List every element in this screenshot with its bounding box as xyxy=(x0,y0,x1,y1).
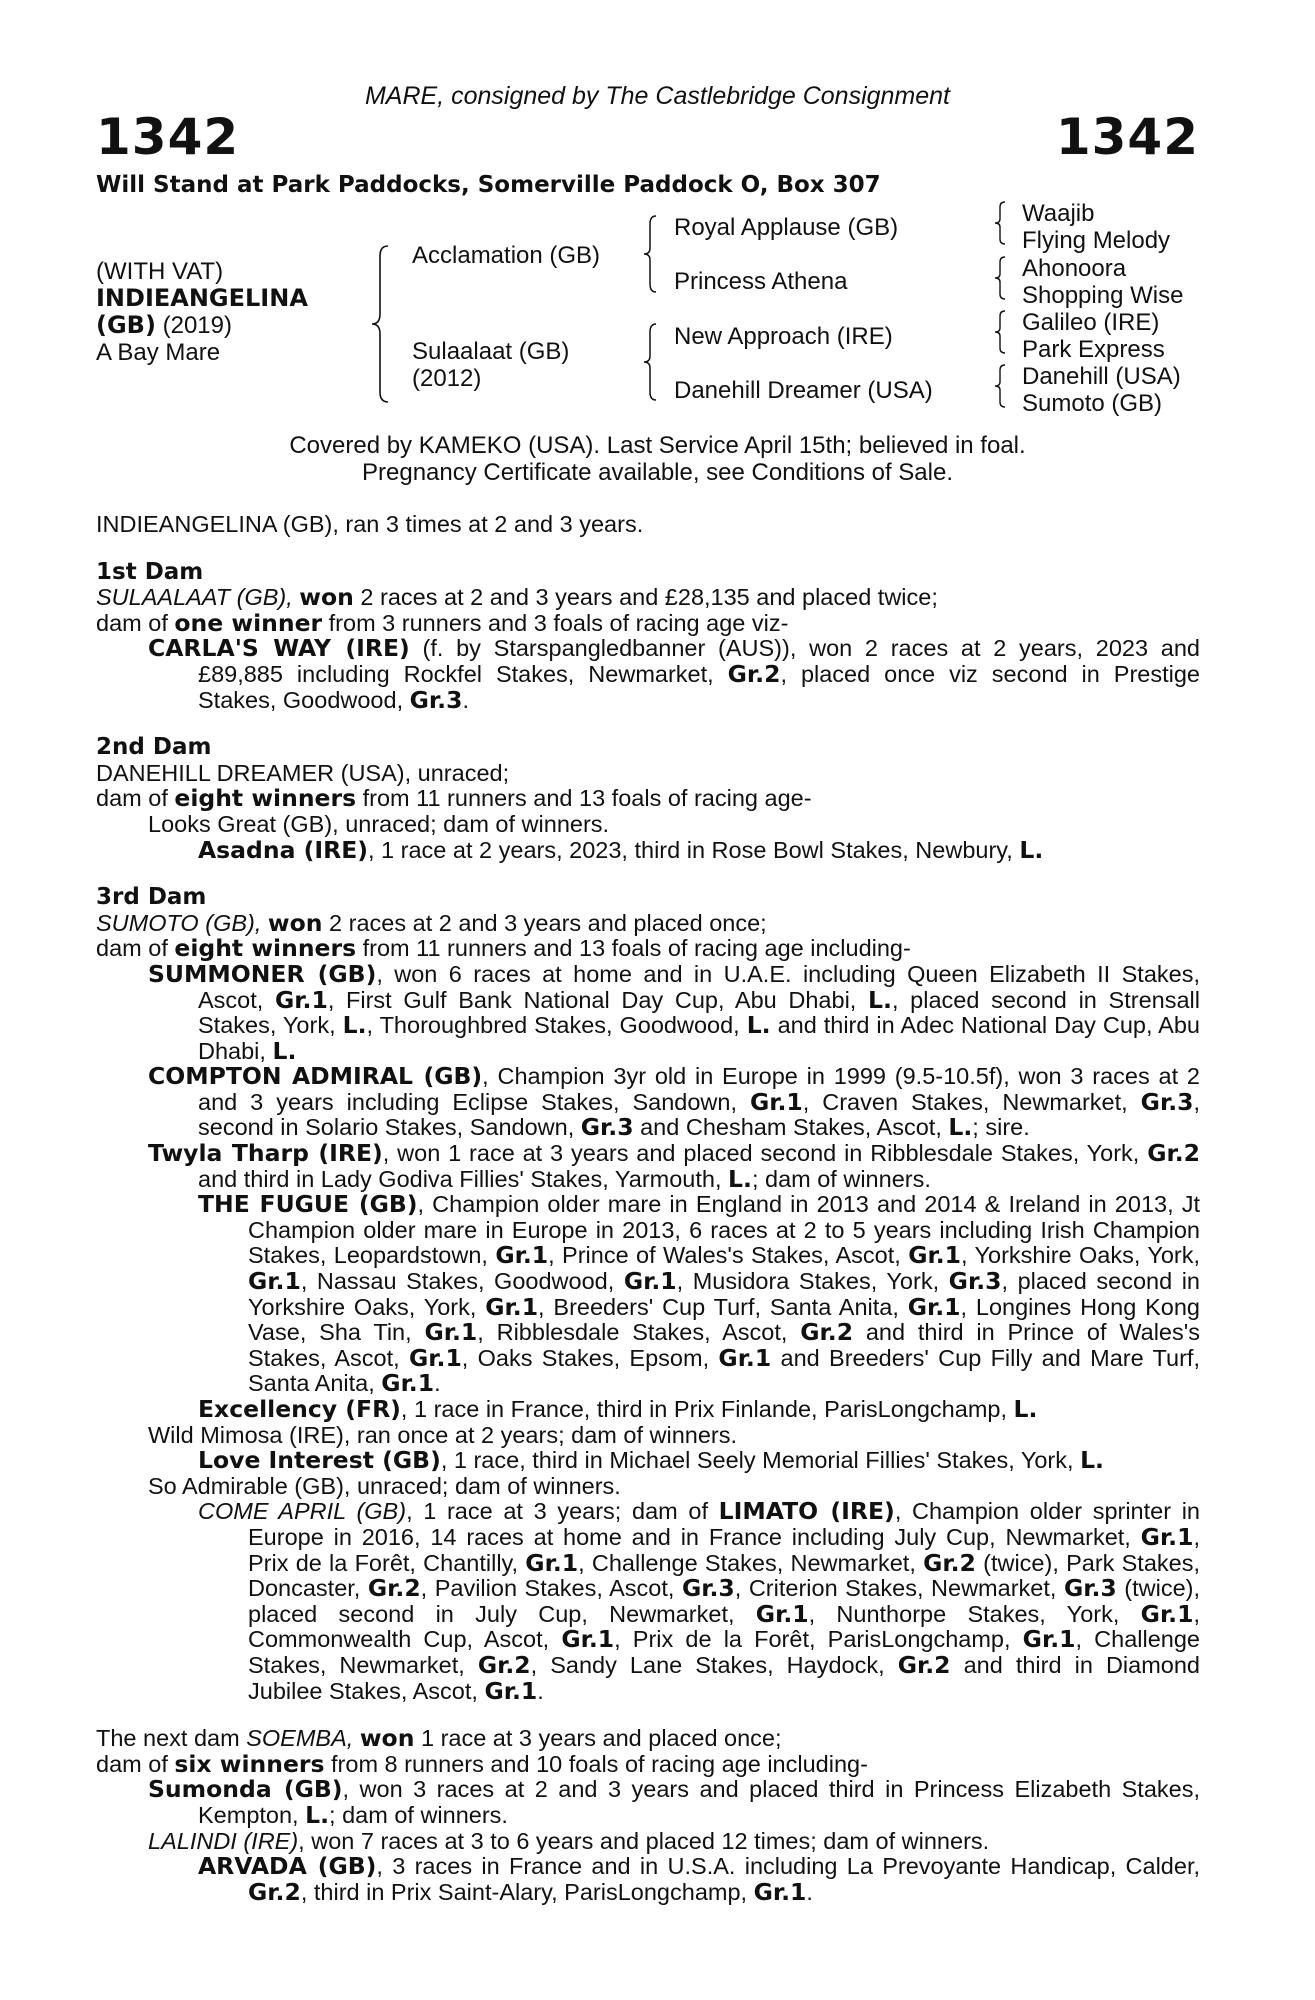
pedigree-g3-3: Ahonoora xyxy=(1022,255,1127,282)
pedigree-dam xyxy=(412,338,569,392)
horse-description: A Bay Mare xyxy=(96,339,221,366)
entry-come-april: COME APRIL (GB), 1 race at 3 years; dam of LIMATO (IRE), Champion older sprinter in Europe in 2016, 14 races at home and in France including July Cup, Newmarket, Gr.1, Prix de la Forêt, Chantilly, Gr.1, Challenge Stakes, Newmarket, Gr.2 (twice), Park Stakes, Doncaster, Gr.2, Pavilion Stakes, Ascot, Gr.3, Criterion Stakes, Newmarket, Gr.3 (twice), placed second in July Cup, Newmarket, Gr.1, Nunthorpe Stakes, York, Gr.1, Commonwealth Cup, Ascot, Gr.1, Prix de la Forêt, ParisLongchamp, Gr.1, Challenge Stakes, Newmarket, Gr.2, Sandy Lane Stakes, Haydock, Gr.2 and third in Diamond Jubilee Stakes, Ascot, Gr.1. xyxy=(198,1497,1201,1705)
third-dam-heading: 3rd Dam xyxy=(96,884,207,911)
pedigree-brace-main xyxy=(368,244,392,404)
pedigree-g2-4: Danehill Dreamer (USA) xyxy=(674,377,933,404)
second-dam-heading: 2nd Dam xyxy=(96,734,212,761)
horse-country: (GB) xyxy=(96,311,156,339)
first-dam-produce-line: dam of one winner from 3 runners and 3 foals of racing age viz- xyxy=(96,608,789,637)
entry-summoner: SUMMONER (GB), won 6 races at home and in U.A.E. including Queen Elizabeth II Stakes, Ascot, Gr.1, First Gulf Bank National Day Cup, Abu Dhabi, L., placed second in Strensall Stakes, York, L., Thoroughbred Stakes, Goodwood, L. and third in Adec National Day Cup, Abu Dhabi, L. xyxy=(148,959,1201,1065)
third-dam-line: SUMOTO (GB), won 2 races at 2 and 3 years and placed once; xyxy=(96,908,767,937)
intro-line: INDIEANGELINA (GB), ran 3 times at 2 and 3 years. xyxy=(96,511,644,537)
covered-line-2: Pregnancy Certificate available, see Conditions of Sale. xyxy=(362,459,953,486)
second-dam-line: DANEHILL DREAMER (USA), unraced; xyxy=(96,759,510,786)
entry-lalindi: LALINDI (IRE), won 7 races at 3 to 6 years and placed 12 times; dam of winners. xyxy=(148,1827,990,1854)
entry-sumonda: Sumonda (GB), won 3 races at 2 and 3 years and placed third in Princess Elizabeth Stakes, Kempton, L.; dam of winners. xyxy=(148,1775,1200,1829)
vat-note: (WITH VAT) xyxy=(96,258,224,285)
pedigree-brace-sire xyxy=(640,214,660,294)
pedigree-sire: Acclamation (GB) xyxy=(412,242,601,269)
entry-wild-mimosa: Wild Mimosa (IRE), ran once at 2 years; dam of winners. xyxy=(148,1421,738,1448)
pedigree-g3-4: Shopping Wise xyxy=(1022,282,1184,309)
pedigree-brace-dam xyxy=(640,322,660,402)
pedigree-g2-2: Princess Athena xyxy=(674,268,848,295)
entry-so-admirable: So Admirable (GB), unraced; dam of winners. xyxy=(148,1472,621,1499)
pedigree-brace-g3-2 xyxy=(992,255,1008,301)
second-dam-entry-1: Looks Great (GB), unraced; dam of winners. xyxy=(148,810,610,837)
next-dam-line: The next dam SOEMBA, won 1 race at 3 years and placed once; xyxy=(96,1724,782,1753)
pedigree-dam-year: (2012) xyxy=(412,365,482,392)
covered-notice xyxy=(0,432,1315,486)
horse-name: INDIEANGELINA xyxy=(96,284,308,312)
pedigree-g3-6: Park Express xyxy=(1022,336,1165,363)
entry-love-interest: Love Interest (GB), 1 race, third in Michael Seely Memorial Fillies' Stakes, York, L. xyxy=(198,1446,1104,1475)
pedigree-dam-name: Sulaalaat (GB) xyxy=(412,338,570,365)
first-dam-heading: 1st Dam xyxy=(96,558,204,585)
second-dam-entry-2: Asadna (IRE), 1 race at 2 years, 2023, third in Rose Bowl Stakes, Newbury, L. xyxy=(198,835,1044,864)
pedigree-brace-g3-1 xyxy=(992,200,1008,246)
entry-excellency: Excellency (FR), 1 race in France, third in Prix Finlande, ParisLongchamp, L. xyxy=(198,1395,1038,1423)
pedigree-brace-g3-4 xyxy=(992,363,1008,409)
pedigree-body xyxy=(96,512,1200,1905)
pedigree-subject xyxy=(96,258,308,366)
stabling-location: Will Stand at Park Paddocks, Somerville Paddock O, Box 307 xyxy=(96,172,881,198)
entry-the-fugue: THE FUGUE (GB), Champion older mare in England in 2013 and 2014 & Ireland in 2013, Jt Champion older mare in Europe in 2013, 6 races at 2 to 5 years including Irish Champion Stakes, Leopardstown, Gr.1, Prince of Wales's Stakes, Ascot, Gr.1, Yorkshire Oaks, York, Gr.1, Nassau Stakes, Goodwood, Gr.1, Musidora Stakes, York, Gr.3, placed second in Yorkshire Oaks, York, Gr.1, Breeders' Cup Turf, Santa Anita, Gr.1, Longines Hong Kong Vase, Sha Tin, Gr.1, Ribblesdale Stakes, Ascot, Gr.2 and third in Prince of Wales's Stakes, Ascot, Gr.1, Oaks Stakes, Epsom, Gr.1 and Breeders' Cup Filly and Mare Turf, Santa Anita, Gr.1. xyxy=(198,1190,1201,1398)
first-dam-line: SULAALAAT (GB), won 2 races at 2 and 3 years and £28,135 and placed twice; xyxy=(96,583,938,612)
entry-compton-admiral: COMPTON ADMIRAL (GB), Champion 3yr old in Europe in 1999 (9.5-10.5f), won 3 races at 2 and 3 years including Eclipse Stakes, Sandown, Gr.1, Craven Stakes, Newmarket, Gr.3, second in Solario Stakes, Sandown, Gr.3 and Chesham Stakes, Ascot, L.; sire. xyxy=(148,1062,1201,1142)
pedigree-g3-7: Danehill (USA) xyxy=(1022,363,1181,390)
entry-arvada: ARVADA (GB), 3 races in France and in U.S.A. including La Prevoyante Handicap, Calder, Gr.2, third in Prix Saint-Alary, ParisLongchamp, Gr.1. xyxy=(198,1852,1200,1906)
pedigree-g2-1: Royal Applause (GB) xyxy=(674,214,899,241)
next-dam-produce-line: dam of six winners from 8 runners and 10 foals of racing age including- xyxy=(96,1749,868,1778)
third-dam-produce-line: dam of eight winners from 11 runners and 13 foals of racing age including- xyxy=(96,934,911,963)
pedigree-g3-1: Waajib xyxy=(1022,200,1095,227)
lot-number-left: 1342 xyxy=(96,108,240,166)
second-dam-produce-line: dam of eight winners from 11 runners and 13 foals of racing age- xyxy=(96,784,812,813)
first-dam-entry: CARLA'S WAY (IRE) (f. by Starspangledbanner (AUS)), won 2 races at 2 years, 2023 and £89,885 including Rockfel Stakes, Newmarket, Gr.2, placed once viz second in Prestige Stakes, Goodwood, Gr.3. xyxy=(148,634,1200,714)
pedigree-g2-3: New Approach (IRE) xyxy=(674,323,893,350)
consignor-line: MARE, consigned by The Castlebridge Consignment xyxy=(364,82,951,110)
pedigree-g3-2: Flying Melody xyxy=(1022,227,1171,254)
entry-twyla-tharp: Twyla Tharp (IRE), won 1 race at 3 years and placed second in Ribblesdale Stakes, York, Gr.2 and third in Lady Godiva Fillies' Stakes, Yarmouth, L.; dam of winners. xyxy=(148,1139,1200,1193)
pedigree-g3-8: Sumoto (GB) xyxy=(1022,390,1163,417)
pedigree-g3-5: Galileo (IRE) xyxy=(1022,309,1160,336)
horse-year: (2019) xyxy=(162,312,232,339)
pedigree-brace-g3-3 xyxy=(992,309,1008,355)
covered-line-1: Covered by KAMEKO (USA). Last Service April 15th; believed in foal. xyxy=(289,432,1026,459)
lot-number-right: 1342 xyxy=(1055,108,1199,166)
